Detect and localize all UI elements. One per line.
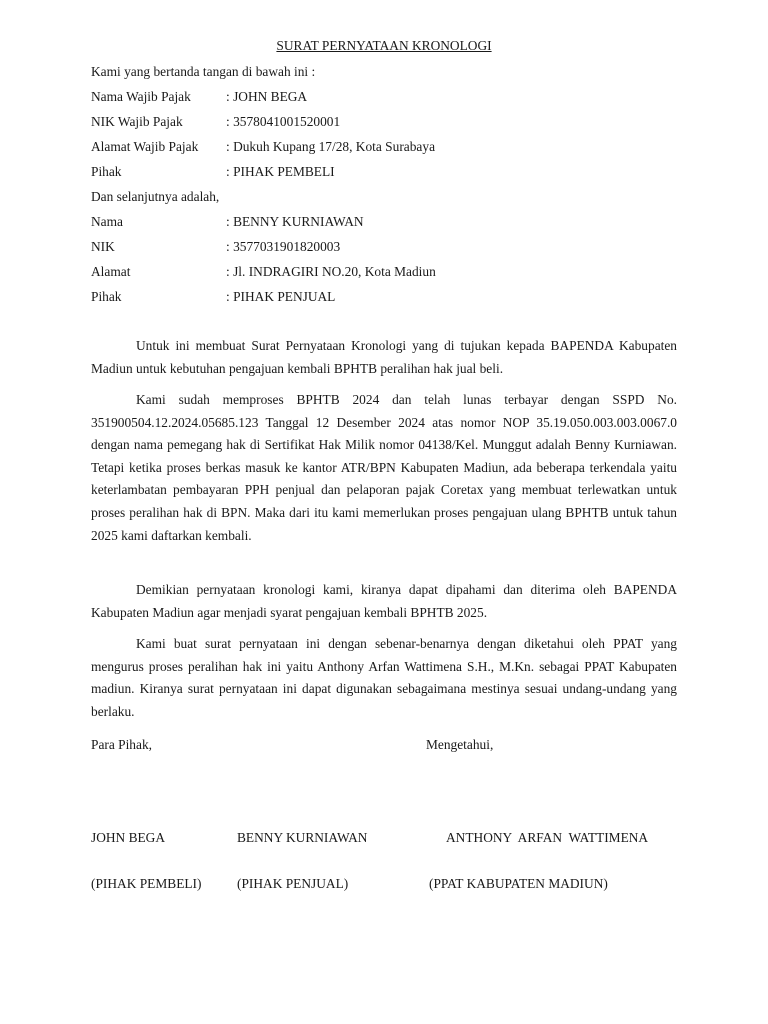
field-label: NIK	[91, 239, 115, 254]
field-label: Alamat	[91, 264, 131, 279]
signatory-seller-name: BENNY KURNIAWAN	[237, 830, 368, 845]
field-value: : PIHAK PENJUAL	[226, 289, 336, 304]
field-value: : JOHN BEGA	[226, 89, 308, 104]
field-value: : Jl. INDRAGIRI NO.20, Kota Madiun	[226, 264, 436, 279]
field-value: : 3578041001520001	[226, 114, 341, 129]
signatory-seller-role: (PIHAK PENJUAL)	[237, 876, 349, 891]
field-value: : Dukuh Kupang 17/28, Kota Surabaya	[226, 139, 436, 154]
signatory-buyer-role: (PIHAK PEMBELI)	[91, 876, 202, 891]
field-label: Pihak	[91, 164, 122, 179]
signatory-buyer-name: JOHN BEGA	[91, 830, 166, 845]
field-label: NIK Wajib Pajak	[91, 114, 183, 129]
paragraph-statement: Kami buat surat pernyataan ini dengan sebenar-benarnya dengan diketahui oleh PPAT yang mengurus proses peralihan hak ini yaitu Anthony Arfan Wattimena S.H., M.Kn. sebagai PPAT Kabupaten madiun. Kiranya surat pernyataan ini dapat digunakan sebagaimana mestinya sesuai undang-undang yang berlaku.	[91, 636, 677, 719]
intro-text: Kami yang bertanda tangan di bawah ini :	[91, 64, 316, 79]
closing-acknowledged: Mengetahui,	[426, 737, 494, 752]
field-value: : BENNY KURNIAWAN	[226, 214, 364, 229]
signatory-ppat-name: ANTHONY ARFAN WATTIMENA	[446, 830, 649, 845]
connector-text: Dan selanjutnya adalah,	[91, 189, 220, 204]
document-title: SURAT PERNYATAAN KRONOLOGI	[276, 38, 492, 53]
field-label: Alamat Wajib Pajak	[91, 139, 199, 154]
paragraph-chronology: Kami sudah memproses BPHTB 2024 dan telah lunas terbayar dengan SSPD No. 351900504.12.2024.05685.123 Tanggal 12 Desember 2024 atas nomor NOP 35.19.050.003.003.0067.0 dengan nama pemegang hak di Sertifikat Hak Milik nomor 04138/Kel. Munggut adalah Benny Kurniawan. Tetapi ketika proses berkas masuk ke kantor ATR/BPN Kabupaten Madiun, ada beberapa terkendala yaitu keterlambatan pembayaran PPH penjual dan pelaporan pajak Coretax yang membuat terlewatkan untuk proses peralihan hak di BPN. Maka dari itu kami memerlukan proses pengajuan ulang BPHTB untuk tahun 2025 kami daftarkan kembali.	[91, 392, 677, 543]
signatory-ppat-role: (PPAT KABUPATEN MADIUN)	[429, 876, 608, 891]
field-label: Nama	[91, 214, 123, 229]
closing-parties: Para Pihak,	[91, 737, 152, 752]
field-label: Nama Wajib Pajak	[91, 89, 191, 104]
field-label: Pihak	[91, 289, 122, 304]
field-value: : 3577031901820003	[226, 239, 341, 254]
paragraph-request: Demikian pernyataan kronologi kami, kiranya dapat dipahami dan diterima oleh BAPENDA Kabupaten Madiun agar menjadi syarat pengajuan kembali BPHTB 2025.	[91, 582, 677, 620]
paragraph-purpose: Untuk ini membuat Surat Pernyataan Kronologi yang di tujukan kepada BAPENDA Kabupaten Madiun untuk kebutuhan pengajuan kembali BPHTB peralihan hak jual beli.	[91, 338, 677, 376]
field-value: : PIHAK PEMBELI	[226, 164, 335, 179]
